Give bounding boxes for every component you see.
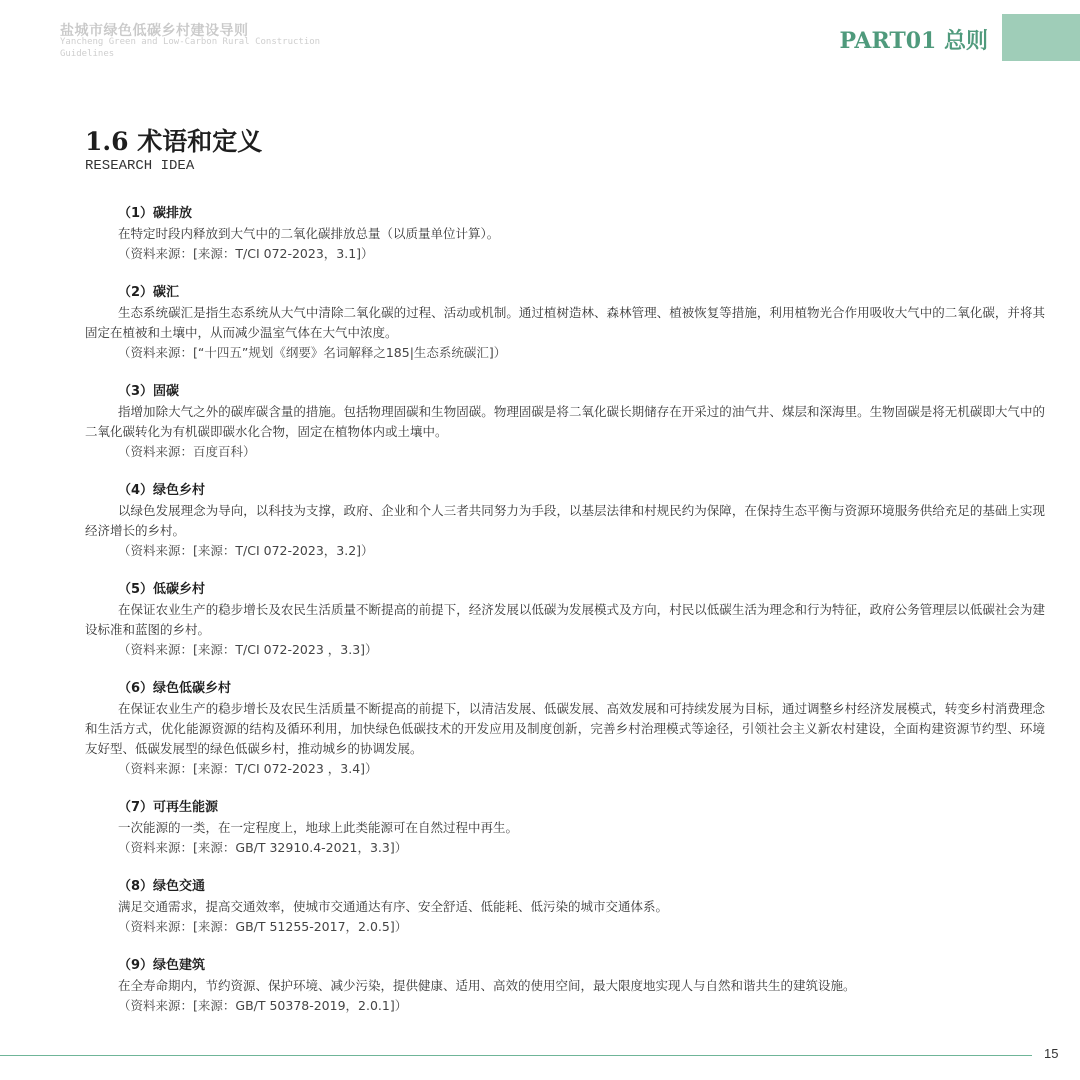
footer-divider (0, 1055, 1032, 1056)
term-item (85, 382, 1045, 462)
term-title: （5）低碳乡村 (118, 582, 206, 597)
term-item (85, 679, 1045, 779)
term-title: （1）碳排放 (118, 206, 193, 221)
term-definition: 满足交通需求，提高交通效率，使城市交通通达有序、安全舒适、低能耗、低污染的城市交通体系。 (118, 899, 669, 914)
page-number: 15 (1044, 1046, 1059, 1061)
term-item (85, 283, 1045, 363)
term-definition: 以绿色发展理念为导向，以科技为支撑，政府、企业和个人三者共同努力为手段，以基层法律和村规民约为保障，在保持生态平衡与资源环境服务供给充足的基础上实现经济增长的乡村。 (85, 503, 1045, 538)
term-item (85, 481, 1045, 561)
term-definition: 生态系统碳汇是指生态系统从大气中清除二氧化碳的过程、活动或机制。通过植树造林、森林管理、植被恢复等措施，利用植物光合作用吸收大气中的二氧化碳，并将其固定在植被和土壤中，从而减少温室气体在大气中浓度。 (85, 305, 1045, 340)
terms-list (85, 204, 1045, 1035)
term-source: （资料来源：[来源：T/CI 072-2023，3.1]） (118, 246, 374, 261)
term-item (85, 877, 1045, 937)
section-title: 1.6 术语和定义 (85, 127, 263, 156)
term-item (85, 204, 1045, 264)
term-definition: 在保证农业生产的稳步增长及农民生活质量不断提高的前提下，经济发展以低碳为发展模式及方向，村民以低碳生活为理念和行为特征，政府公务管理层以低碳社会为建设标准和蓝图的乡村。 (85, 602, 1045, 637)
term-source: （资料来源：[来源：T/CI 072-2023，3.2]） (118, 543, 374, 558)
term-title: （8）绿色交通 (118, 879, 206, 894)
term-source: （资料来源：[来源：GB/T 50378-2019，2.0.1]） (118, 998, 408, 1013)
term-title: （2）碳汇 (118, 285, 180, 300)
term-definition: 在保证农业生产的稳步增长及农民生活质量不断提高的前提下，以清洁发展、低碳发展、高效发展和可持续发展为目标，通过调整乡村经济发展模式，转变乡村消费理念和生活方式，优化能源资源的结构及循环利用，加快绿色低碳技术的开发应用及制度创新，完善乡村治理模式等途径，引领社会主义新农村建设，全面构建资源节约型、环境友好型、低碳发展型的绿色低碳乡村，推动城乡的协调发展。 (85, 701, 1045, 756)
term-source: （资料来源：[来源：GB/T 51255-2017，2.0.5]） (118, 919, 408, 934)
term-title: （4）绿色乡村 (118, 483, 206, 498)
document-title: 盐城市绿色低碳乡村建设导则 (60, 23, 249, 39)
term-title: （7）可再生能源 (118, 800, 219, 815)
term-title: （3）固碳 (118, 384, 180, 399)
term-definition: 指增加除大气之外的碳库碳含量的措施。包括物理固碳和生物固碳。物理固碳是将二氧化碳长期储存在开采过的油气井、煤层和深海里。生物固碳是将无机碳即大气中的二氧化碳转化为有机碳即碳水化合物，固定在植物体内或土壤中。 (85, 404, 1045, 439)
term-source: （资料来源：[“十四五”规划《纲要》名词解释之185|生态系统碳汇]） (118, 345, 507, 360)
document-subtitle: Yancheng Green and Low-Carbon Rural Construction Guidelines (60, 37, 321, 59)
term-source: （资料来源：[来源：T/CI 072-2023 ，3.4]） (118, 761, 378, 776)
term-source: （资料来源：[来源：GB/T 32910.4-2021，3.3]） (118, 840, 408, 855)
part-label: PART01 总则 (839, 28, 988, 54)
term-source: （资料来源：百度百科） (118, 444, 256, 459)
term-definition: 在全寿命期内，节约资源、保护环境、减少污染，提供健康、适用、高效的使用空间，最大限度地实现人与自然和谐共生的建筑设施。 (118, 978, 856, 993)
term-title: （6）绿色低碳乡村 (118, 681, 232, 696)
term-title: （9）绿色建筑 (118, 958, 206, 973)
term-definition: 在特定时段内释放到大气中的二氧化碳排放总量（以质量单位计算）。 (118, 226, 500, 241)
term-item (85, 580, 1045, 660)
part-color-block (1002, 14, 1080, 61)
term-item (85, 798, 1045, 858)
term-source: （资料来源：[来源：T/CI 072-2023 ，3.3]） (118, 642, 378, 657)
term-item (85, 956, 1045, 1016)
section-subtitle: RESEARCH IDEA (85, 158, 195, 174)
term-definition: 一次能源的一类，在一定程度上，地球上此类能源可在自然过程中再生。 (118, 820, 519, 835)
